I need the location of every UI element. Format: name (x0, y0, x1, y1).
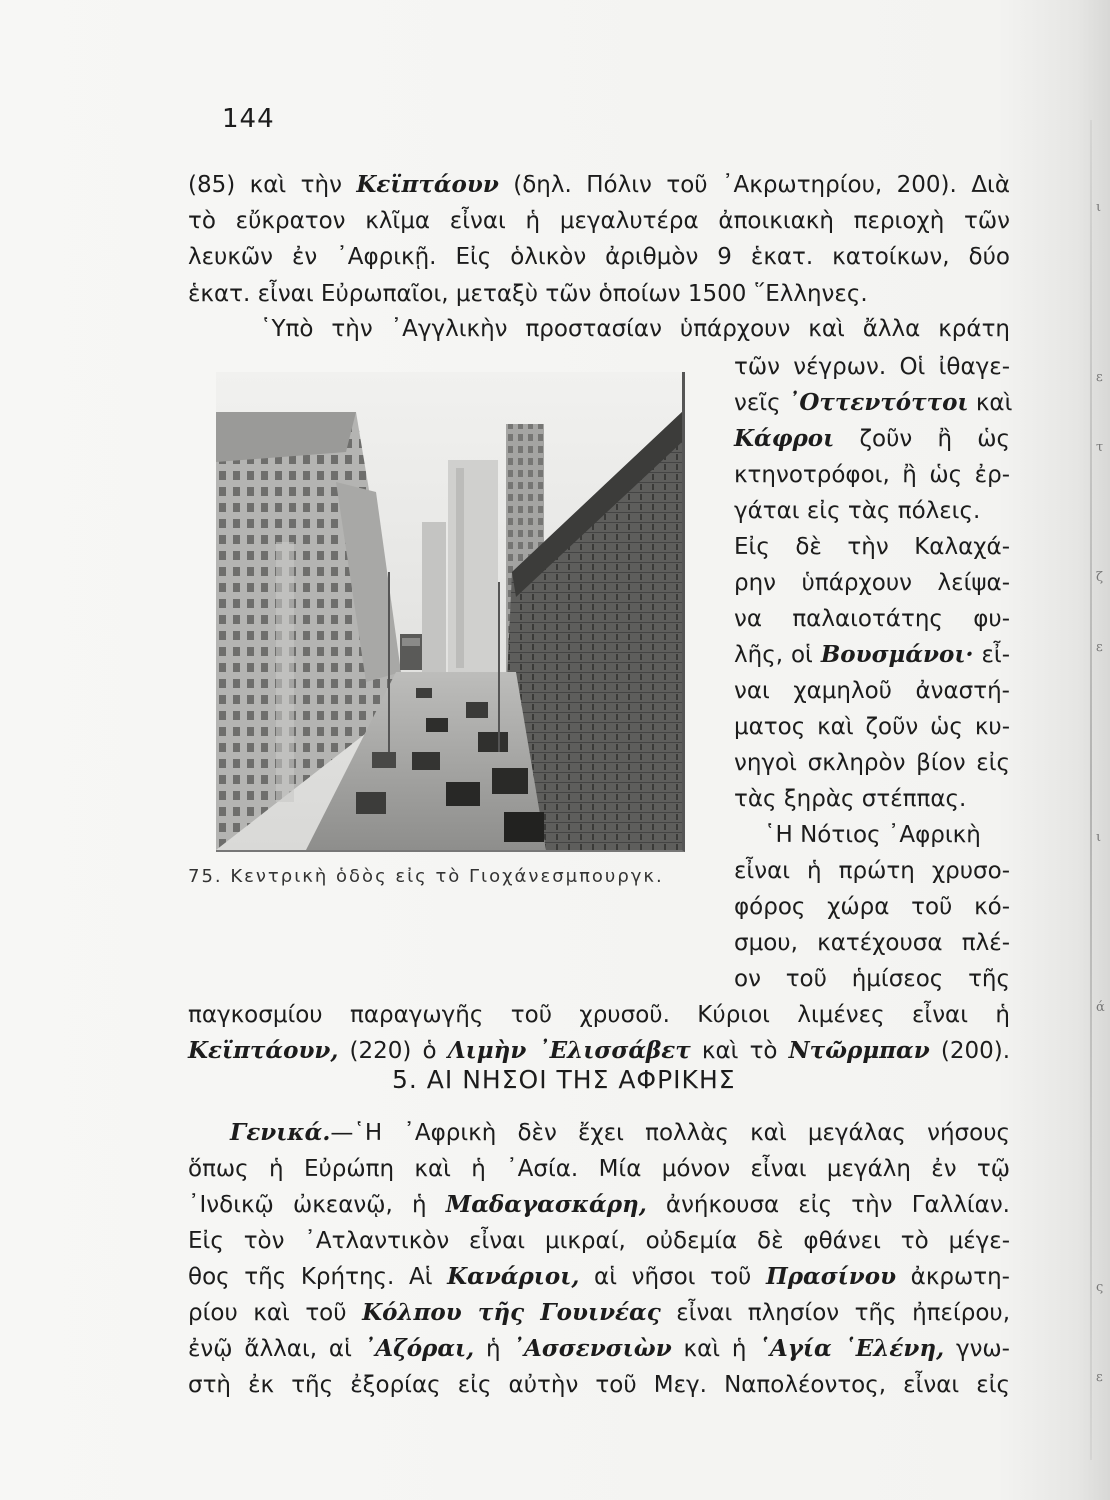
text-line: εἶναι ἡ πρώτη χρυσο- (734, 858, 1010, 884)
text-line: Κάφροι ζοῦν ἢ ὡς (734, 425, 1010, 452)
text-line: ᾿Ινδικῷ ὠκεανῷ, ἡ Μαδαγασκάρη, ἀνήκουσα εἰς τὴν Γαλλίαν. (188, 1191, 1010, 1218)
text-line: λῆς, οἱ Βουσμάνοι· εἶ- (734, 641, 1010, 668)
text-line: λευκῶν ἐν ᾿Αφρικῇ. Εἰς ὁλικὸν ἀριθμὸν 9 ἑκατ. κατοίκων, δύο (188, 244, 1010, 270)
facing-page-glyph: ς (1096, 1280, 1104, 1295)
text-line: νεῖς ᾿Οττεντόττοι καὶ (734, 389, 1013, 416)
facing-page-glyph: τ (1096, 440, 1104, 455)
text-line: νηγοὶ σκληρὸν βίον εἰς (734, 750, 1010, 776)
text-line: (85) καὶ τὴν Κεϊπτάουν (δηλ. Πόλιν τοῦ ᾿Ακρωτηρίου, 200). Διὰ (188, 171, 1010, 198)
facing-page-glyph: ι (1096, 830, 1102, 845)
text-line: σμου, κατέχουσα πλέ- (734, 930, 1010, 956)
text-line: παγκοσμίου παραγωγῆς τοῦ χρυσοῦ. Κύριοι λιμένες εἶναι ἡ (188, 1002, 1010, 1028)
text-line: τῶν νέγρων. Οἱ ἰθαγε- (734, 354, 1010, 380)
text-line: ρην ὑπάρχουν λείψα- (734, 570, 1010, 596)
page-edge-shadow (1090, 120, 1092, 1460)
text-line: στὴ ἐκ τῆς ἐξορίας εἰς αὐτὴν τοῦ Μεγ. Ναπολέοντος, εἶναι εἰς (188, 1372, 1010, 1398)
text-line: ον τοῦ ἡμίσεος τῆς (734, 966, 1010, 992)
text-line: Εἰς δὲ τὴν Καλαχά- (734, 534, 1010, 560)
text-line: ὅπως ἡ Εὐρώπη καὶ ἡ ᾿Ασία. Μία μόνον εἶναι μεγάλη ἐν τῷ (188, 1156, 1010, 1182)
text-line: ἐνῷ ἄλλαι, αἱ ᾿Αζόραι, ἡ ᾿Ασσενσιὼν καὶ ἡ ῾Αγία ῾Ελένη, γνω- (188, 1335, 1010, 1362)
text-line: τὰς ξηρὰς στέππας. (734, 786, 967, 812)
facing-page-glyph: ε (1096, 640, 1103, 655)
text-line: θος τῆς Κρήτης. Αἱ Κανάριοι, αἱ νῆσοι τοῦ Πρασίνου ἀκρωτη- (188, 1263, 1010, 1290)
section-heading: 5. ΑΙ ΝΗΣΟΙ ΤΗΣ ΑΦΡΙΚΗΣ (392, 1065, 736, 1094)
page-number: 144 (222, 104, 275, 134)
text-line: Γενικά.—῾Η ᾿Αφρικὴ δὲν ἔχει πολλὰς καὶ μεγάλας νήσους (230, 1119, 1010, 1146)
text-line: Κεϊπτάουν, (220) ὁ Λιμὴν ᾿Ελισσάβετ καὶ τὸ Ντῶρμπαν (200). (188, 1037, 1010, 1064)
text-line: γάται εἰς τὰς πόλεις. (734, 498, 981, 524)
facing-page-glyph: ζ (1096, 570, 1104, 585)
text-line: ναι χαμηλοῦ ἀναστή- (734, 678, 1010, 704)
text-line: ῾Υπὸ τὴν ᾿Αγγλικὴν προστασίαν ὑπάρχουν καὶ ἄλλα κράτη (260, 316, 1010, 342)
text-line: κτηνοτρόφοι, ἢ ὡς ἐρ- (734, 462, 1010, 488)
text-line: ρίου καὶ τοῦ Κόλπου τῆς Γουινέας εἶναι πλησίον τῆς ἠπείρου, (188, 1299, 1011, 1326)
text-line: να παλαιοτάτης φυ- (734, 606, 1010, 632)
facing-page-glyph: ε (1096, 370, 1103, 385)
text-line: ματος καὶ ζοῦν ὡς κυ- (734, 714, 1010, 740)
text-line: Εἰς τὸν ᾿Ατλαντικὸν εἶναι μικραί, οὐδεμία δὲ φθάνει τὸ μέγε- (188, 1228, 1010, 1254)
text-line: τὸ εὔκρατον κλῖμα εἶναι ἡ μεγαλυτέρα ἀποικιακὴ περιοχὴ τῶν (188, 208, 1010, 234)
facing-page-glyph: ά (1096, 1000, 1105, 1015)
text-line: ἑκατ. εἶναι Εὐρωπαῖοι, μεταξὺ τῶν ὁποίων 1500 ῞Ελληνες. (188, 281, 868, 307)
text-line: ῾Η Νότιος ᾿Αφρικὴ (764, 822, 981, 848)
facing-page-glyph: ι (1096, 200, 1102, 215)
facing-page-glyph: ε (1096, 1370, 1103, 1385)
text-line: φόρος χώρα τοῦ κό- (734, 894, 1010, 920)
street-photo (216, 372, 685, 852)
figure-caption: 75. Κεντρικὴ ὁδὸς εἰς τὸ Γιοχάνεσμπουργκ. (188, 866, 664, 887)
